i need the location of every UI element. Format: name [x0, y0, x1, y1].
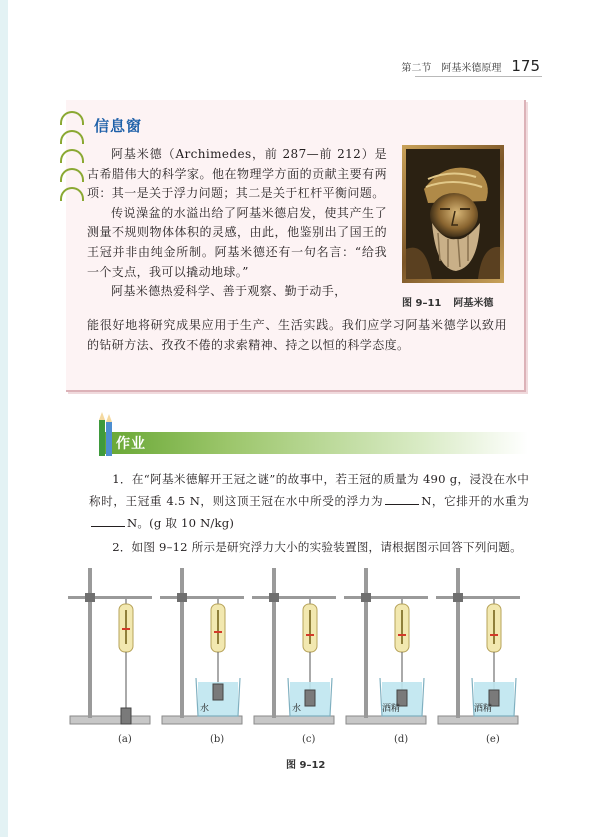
question-1-part-b: N，它排开的水重为	[421, 494, 529, 508]
info-paragraph-3-rest: 能很好地将研究成果应用于生产、生活实践。我们应学习阿基米德学以致用的钻研方法、孜孜不倦的求索精神、持之以恒的科学态度。	[87, 318, 507, 352]
question-2: 2．如图 9–12 所示是研究浮力大小的实验装置图，请根据图示回答下列问题。	[112, 540, 522, 554]
binder-rings-icon	[60, 111, 86, 206]
answer-blank-1[interactable]	[385, 492, 419, 505]
header-rule	[415, 76, 542, 77]
panel-label: (b)	[210, 734, 225, 745]
experiment-panel	[160, 568, 244, 724]
experiment-panel	[436, 568, 520, 724]
liquid-label: 水	[200, 704, 210, 714]
portrait-caption-text: 阿基米德	[453, 298, 494, 309]
question-1-part-c: N。(g 取 10 N/kg)	[127, 516, 235, 530]
page-header	[401, 57, 540, 75]
buoyancy-experiment-figure	[60, 566, 540, 741]
question-1	[89, 468, 529, 534]
info-window-text-wide	[87, 316, 507, 355]
liquid-label: 酒精	[474, 704, 493, 714]
experiment-panel	[68, 568, 152, 724]
info-window-text	[87, 145, 387, 302]
question-1-part-a: 1．在“阿基米德解开王冠之谜”的故事中，若王冠的质量为 490 g，浸没在水中称时，王冠重 4.5 N，则这顶王冠在水中所受的浮力为	[89, 472, 529, 508]
liquid-label: 酒精	[382, 704, 401, 714]
experiment-panel	[344, 568, 428, 724]
answer-blank-2[interactable]	[91, 514, 125, 527]
pencils-icon	[96, 412, 116, 456]
liquid-label: 水	[292, 704, 302, 714]
portrait-caption	[402, 294, 517, 309]
panel-label: (a)	[118, 734, 132, 745]
panel-label: (e)	[486, 734, 500, 745]
panel-label: (d)	[394, 734, 409, 745]
page-number: 175	[511, 57, 540, 75]
experiment-panel	[252, 568, 336, 724]
page-left-strip	[0, 0, 8, 837]
info-paragraph-3-start: 阿基米德热爱科学、善于观察、勤于动手，	[111, 284, 347, 299]
info-paragraph-1: 阿基米德（Archimedes，前 287—前 212）是古希腊伟大的科学家。他在物理学方面的贡献主要有两项：其一是关于浮力问题；其二是关于杠杆平衡问题。	[87, 147, 387, 201]
homework-title: 作业	[116, 436, 146, 452]
homework-banner	[100, 432, 528, 454]
panel-label: (c)	[302, 734, 316, 745]
info-window-title: 信息窗	[94, 117, 143, 135]
section-title: 第二节 阿基米德原理	[401, 63, 502, 74]
figure-caption: 图 9–12	[286, 760, 326, 771]
portrait-caption-number: 图 9–11	[402, 298, 442, 309]
info-paragraph-2: 传说澡盆的水溢出给了阿基米德启发，使其产生了测量不规则物体体积的灵感，由此，他鉴别出了国王的王冠并非由纯金所制。阿基米德还有一句名言：“给我一个支点，我可以撬动地球。”	[87, 205, 387, 279]
archimedes-portrait	[402, 145, 504, 283]
